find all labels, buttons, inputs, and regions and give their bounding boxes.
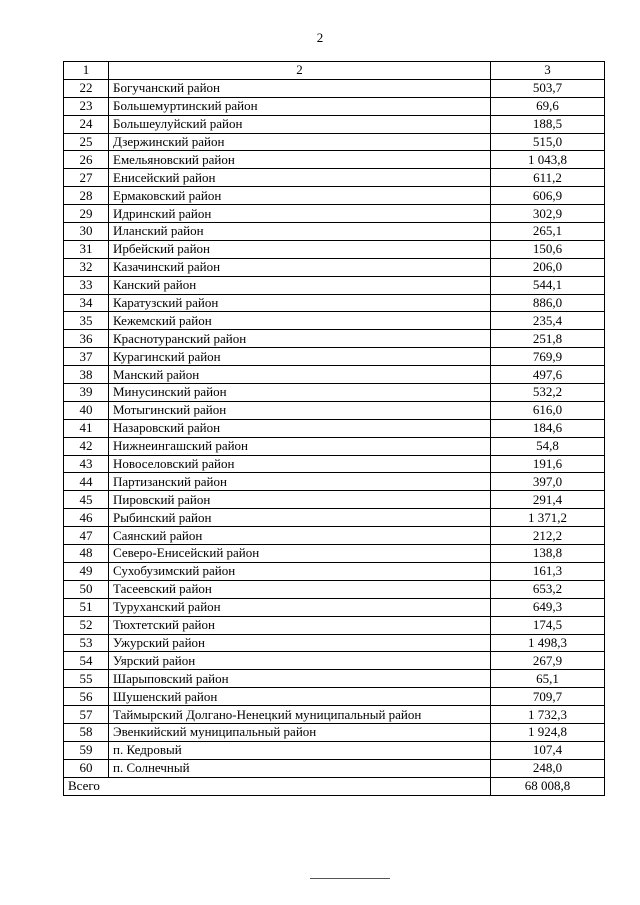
total-label: Всего <box>64 777 491 795</box>
row-value: 174,5 <box>491 616 605 634</box>
header-col-3: 3 <box>491 62 605 80</box>
table-row <box>64 384 605 402</box>
bottom-rule <box>310 878 390 879</box>
table-row <box>64 240 605 258</box>
table-row <box>64 115 605 133</box>
row-number: 26 <box>64 151 109 169</box>
table-row <box>64 276 605 294</box>
row-value: 191,6 <box>491 455 605 473</box>
row-number: 54 <box>64 652 109 670</box>
row-number: 35 <box>64 312 109 330</box>
table-row <box>64 491 605 509</box>
table-row <box>64 545 605 563</box>
row-value: 653,2 <box>491 580 605 598</box>
row-number: 22 <box>64 79 109 97</box>
row-name: п. Солнечный <box>109 759 491 777</box>
header-col-2: 2 <box>109 62 491 80</box>
table-row <box>64 670 605 688</box>
row-number: 60 <box>64 759 109 777</box>
table-row <box>64 741 605 759</box>
row-number: 47 <box>64 527 109 545</box>
table-row <box>64 312 605 330</box>
row-value: 206,0 <box>491 258 605 276</box>
row-value: 1 498,3 <box>491 634 605 652</box>
row-number: 25 <box>64 133 109 151</box>
table-row <box>64 401 605 419</box>
row-number: 50 <box>64 580 109 598</box>
table-row <box>64 455 605 473</box>
total-value: 68 008,8 <box>491 777 605 795</box>
row-value: 267,9 <box>491 652 605 670</box>
row-value: 1 371,2 <box>491 509 605 527</box>
row-number: 34 <box>64 294 109 312</box>
row-number: 49 <box>64 562 109 580</box>
row-number: 48 <box>64 545 109 563</box>
row-value: 606,9 <box>491 187 605 205</box>
table-row <box>64 187 605 205</box>
table-row <box>64 419 605 437</box>
table-row <box>64 706 605 724</box>
row-number: 43 <box>64 455 109 473</box>
row-value: 1 732,3 <box>491 706 605 724</box>
row-number: 40 <box>64 401 109 419</box>
row-name: Саянский район <box>109 527 491 545</box>
row-number: 38 <box>64 366 109 384</box>
table-row <box>64 97 605 115</box>
row-number: 59 <box>64 741 109 759</box>
row-name: Партизанский район <box>109 473 491 491</box>
table-row <box>64 258 605 276</box>
row-value: 1 043,8 <box>491 151 605 169</box>
row-number: 57 <box>64 706 109 724</box>
row-number: 53 <box>64 634 109 652</box>
row-value: 188,5 <box>491 115 605 133</box>
district-table <box>63 61 605 796</box>
row-value: 611,2 <box>491 169 605 187</box>
row-name: Иланский район <box>109 223 491 241</box>
row-value: 291,4 <box>491 491 605 509</box>
table-row <box>64 223 605 241</box>
row-name: Туруханский район <box>109 598 491 616</box>
table-row <box>64 294 605 312</box>
table-row <box>64 366 605 384</box>
row-number: 28 <box>64 187 109 205</box>
row-name: Нижнеингашский район <box>109 437 491 455</box>
row-number: 36 <box>64 330 109 348</box>
row-name: Богучанский район <box>109 79 491 97</box>
row-value: 649,3 <box>491 598 605 616</box>
table-row <box>64 580 605 598</box>
row-value: 161,3 <box>491 562 605 580</box>
row-name: Шарыповский район <box>109 670 491 688</box>
row-number: 37 <box>64 348 109 366</box>
row-value: 709,7 <box>491 688 605 706</box>
row-name: Манский район <box>109 366 491 384</box>
row-name: Шушенский район <box>109 688 491 706</box>
row-number: 31 <box>64 240 109 258</box>
table-row <box>64 330 605 348</box>
row-name: Назаровский район <box>109 419 491 437</box>
table-row <box>64 169 605 187</box>
row-number: 58 <box>64 723 109 741</box>
table-row <box>64 437 605 455</box>
table-row <box>64 598 605 616</box>
row-name: Рыбинский район <box>109 509 491 527</box>
row-value: 69,6 <box>491 97 605 115</box>
row-name: Емельяновский район <box>109 151 491 169</box>
table-row <box>64 473 605 491</box>
row-number: 29 <box>64 205 109 223</box>
row-name: Кежемский район <box>109 312 491 330</box>
row-value: 503,7 <box>491 79 605 97</box>
row-value: 212,2 <box>491 527 605 545</box>
row-number: 52 <box>64 616 109 634</box>
row-value: 248,0 <box>491 759 605 777</box>
row-number: 42 <box>64 437 109 455</box>
row-name: Уярский район <box>109 652 491 670</box>
row-name: Северо-Енисейский район <box>109 545 491 563</box>
row-number: 41 <box>64 419 109 437</box>
table-row <box>64 562 605 580</box>
row-value: 138,8 <box>491 545 605 563</box>
table-header-row <box>64 62 605 80</box>
row-number: 45 <box>64 491 109 509</box>
header-col-1: 1 <box>64 62 109 80</box>
row-number: 24 <box>64 115 109 133</box>
row-value: 251,8 <box>491 330 605 348</box>
row-value: 1 924,8 <box>491 723 605 741</box>
row-number: 46 <box>64 509 109 527</box>
row-name: Новоселовский район <box>109 455 491 473</box>
row-number: 56 <box>64 688 109 706</box>
row-number: 23 <box>64 97 109 115</box>
table-row <box>64 759 605 777</box>
table-row <box>64 688 605 706</box>
row-name: Большеулуйский район <box>109 115 491 133</box>
row-name: Ермаковский район <box>109 187 491 205</box>
table-row <box>64 616 605 634</box>
page-number: 2 <box>316 30 324 45</box>
row-value: 54,8 <box>491 437 605 455</box>
row-name: Курагинский район <box>109 348 491 366</box>
row-name: Канский район <box>109 276 491 294</box>
table-row <box>64 151 605 169</box>
row-number: 55 <box>64 670 109 688</box>
row-number: 44 <box>64 473 109 491</box>
row-value: 769,9 <box>491 348 605 366</box>
row-name: п. Кедровый <box>109 741 491 759</box>
table-row <box>64 723 605 741</box>
row-value: 532,2 <box>491 384 605 402</box>
row-name: Краснотуранский район <box>109 330 491 348</box>
table-row <box>64 348 605 366</box>
row-name: Минусинский район <box>109 384 491 402</box>
row-number: 51 <box>64 598 109 616</box>
row-name: Енисейский район <box>109 169 491 187</box>
row-name: Идринский район <box>109 205 491 223</box>
row-name: Ирбейский район <box>109 240 491 258</box>
row-value: 150,6 <box>491 240 605 258</box>
row-name: Большемуртинский район <box>109 97 491 115</box>
row-name: Тасеевский район <box>109 580 491 598</box>
row-name: Сухобузимский район <box>109 562 491 580</box>
row-value: 265,1 <box>491 223 605 241</box>
table-row <box>64 634 605 652</box>
row-number: 30 <box>64 223 109 241</box>
row-value: 616,0 <box>491 401 605 419</box>
row-value: 65,1 <box>491 670 605 688</box>
row-value: 107,4 <box>491 741 605 759</box>
row-value: 515,0 <box>491 133 605 151</box>
table-row <box>64 509 605 527</box>
row-value: 235,4 <box>491 312 605 330</box>
row-name: Эвенкийский муниципальный район <box>109 723 491 741</box>
row-name: Дзержинский район <box>109 133 491 151</box>
row-name: Таймырский Долгано-Ненецкий муниципальный район <box>109 706 491 724</box>
table-row <box>64 133 605 151</box>
row-number: 33 <box>64 276 109 294</box>
row-value: 544,1 <box>491 276 605 294</box>
row-number: 32 <box>64 258 109 276</box>
row-value: 497,6 <box>491 366 605 384</box>
table-row <box>64 652 605 670</box>
row-value: 886,0 <box>491 294 605 312</box>
row-name: Тюхтетский район <box>109 616 491 634</box>
row-name: Каратузский район <box>109 294 491 312</box>
row-number: 39 <box>64 384 109 402</box>
row-value: 397,0 <box>491 473 605 491</box>
table-row <box>64 79 605 97</box>
row-name: Казачинский район <box>109 258 491 276</box>
total-row <box>64 777 605 795</box>
row-name: Пировский район <box>109 491 491 509</box>
row-name: Мотыгинский район <box>109 401 491 419</box>
row-value: 184,6 <box>491 419 605 437</box>
row-name: Ужурский район <box>109 634 491 652</box>
row-number: 27 <box>64 169 109 187</box>
table-row <box>64 205 605 223</box>
row-value: 302,9 <box>491 205 605 223</box>
table-row <box>64 527 605 545</box>
